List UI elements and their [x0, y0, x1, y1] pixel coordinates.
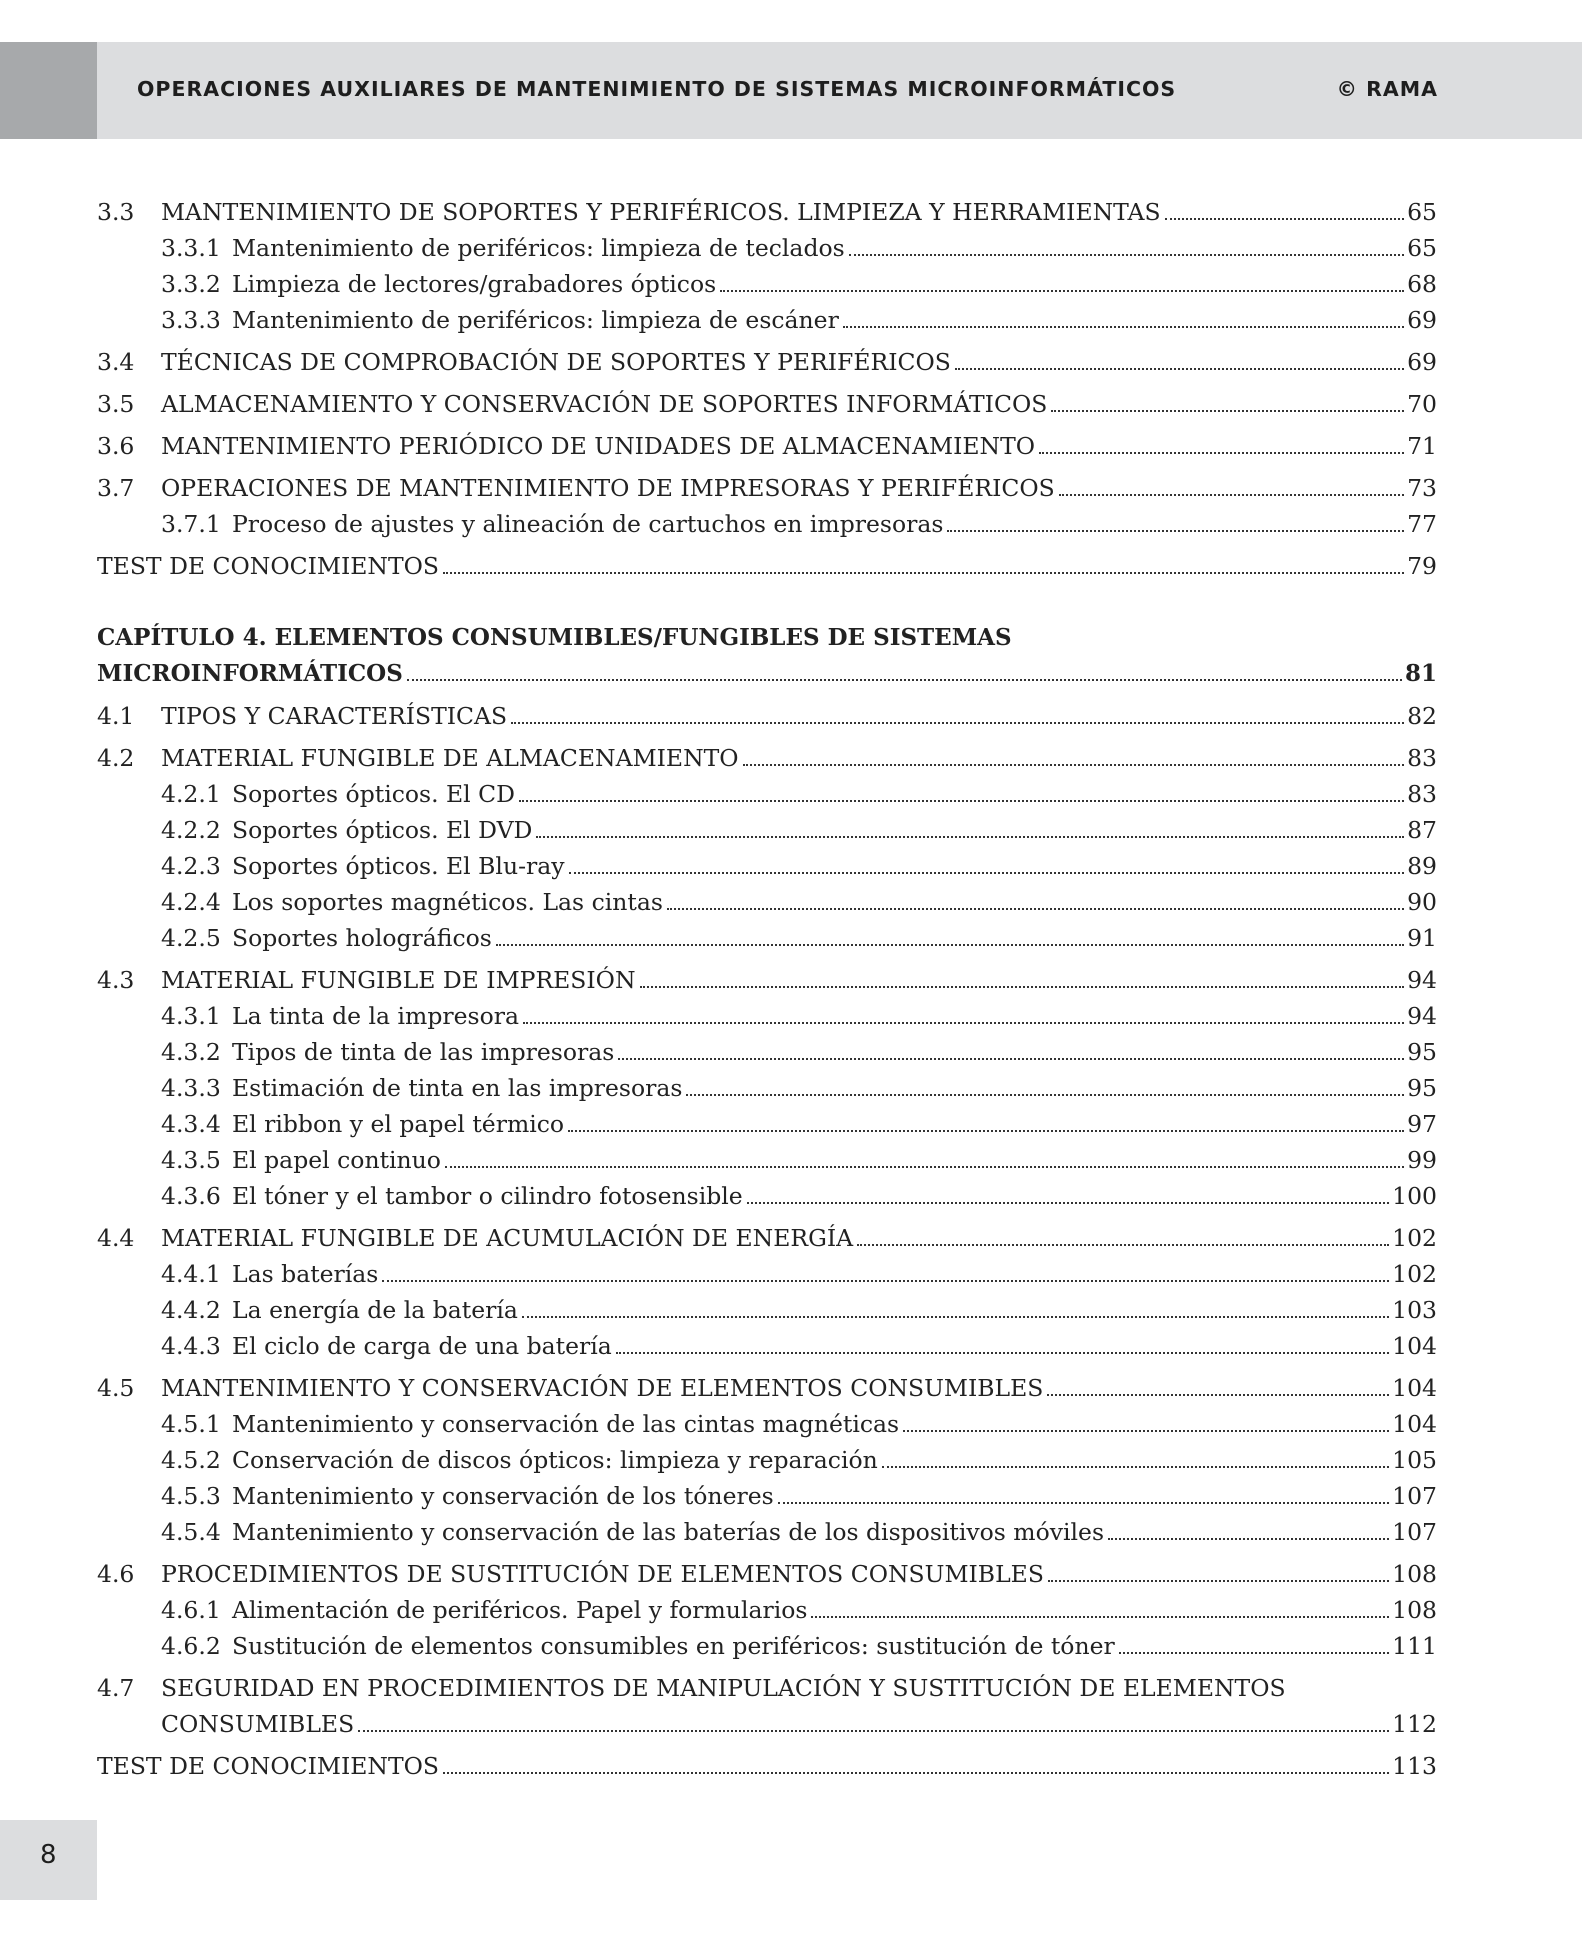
toc-entry[interactable] — [97, 1036, 1437, 1068]
entry-number: 4.6.1 — [161, 1596, 221, 1624]
entry-page: 70 — [1407, 390, 1437, 418]
toc-entry[interactable] — [97, 1000, 1437, 1032]
entry-title: Las baterías — [232, 1260, 379, 1288]
entry-title: Alimentación de periféricos. Papel y formularios — [232, 1596, 808, 1624]
entry-number: 4.4.1 — [161, 1260, 221, 1288]
entry-title: Tipos de tinta de las impresoras — [232, 1038, 615, 1066]
toc-entry[interactable] — [97, 814, 1437, 846]
dot-leader — [1165, 218, 1404, 220]
entry-page: 68 — [1407, 270, 1437, 298]
dot-leader — [358, 1730, 1389, 1732]
entry-title: Mantenimiento de periféricos: limpieza de escáner — [232, 306, 839, 334]
entry-page: 104 — [1392, 1374, 1437, 1402]
entry-title: Soportes ópticos. El Blu-ray — [232, 852, 565, 880]
entry-title: ALMACENAMIENTO Y CONSERVACIÓN DE SOPORTES INFORMÁTICOS — [161, 390, 1048, 418]
toc-entry[interactable] — [97, 508, 1437, 540]
toc-entry[interactable] — [97, 1444, 1437, 1476]
entry-number: 4.4 — [97, 1224, 135, 1252]
toc-entry[interactable] — [97, 388, 1437, 420]
entry-page: 108 — [1392, 1560, 1437, 1588]
entry-page: 108 — [1392, 1596, 1437, 1624]
toc-entry[interactable] — [97, 1072, 1437, 1104]
dot-leader — [667, 908, 1404, 910]
toc-entry[interactable] — [97, 430, 1437, 462]
entry-title: Soportes ópticos. El DVD — [232, 816, 533, 844]
entry-number: 4.2.3 — [161, 852, 221, 880]
entry-number: 3.3.2 — [161, 270, 221, 298]
entry-page: 65 — [1407, 198, 1437, 226]
toc-entry[interactable] — [97, 922, 1437, 954]
entry-page: 102 — [1392, 1260, 1437, 1288]
dot-leader — [955, 368, 1404, 370]
dot-leader — [522, 1316, 1389, 1318]
entry-number: 3.6 — [97, 432, 135, 460]
dot-leader — [445, 1166, 1404, 1168]
entry-title: OPERACIONES DE MANTENIMIENTO DE IMPRESORAS Y PERIFÉRICOS — [161, 474, 1055, 502]
entry-page: 111 — [1392, 1632, 1437, 1660]
page-number: 8 — [40, 1840, 57, 1870]
toc-entry[interactable] — [97, 850, 1437, 882]
entry-page: 107 — [1392, 1518, 1437, 1546]
toc-entry[interactable] — [97, 304, 1437, 336]
entry-page: 90 — [1407, 888, 1437, 916]
toc-entry[interactable] — [97, 1330, 1437, 1362]
entry-number: 4.1 — [97, 702, 135, 730]
entry-title: Limpieza de lectores/grabadores ópticos — [232, 270, 717, 298]
entry-title: MATERIAL FUNGIBLE DE ACUMULACIÓN DE ENERGÍA — [161, 1224, 854, 1252]
dot-leader — [407, 679, 1402, 681]
toc-entry[interactable] — [97, 700, 1437, 732]
toc-entry[interactable] — [97, 742, 1437, 774]
entry-number: 3.5 — [97, 390, 135, 418]
dot-leader — [1039, 452, 1404, 454]
entry-page: 95 — [1407, 1074, 1437, 1102]
entry-title: El papel continuo — [232, 1146, 441, 1174]
entry-number: 3.4 — [97, 348, 135, 376]
dot-leader — [743, 764, 1405, 766]
entry-page: 71 — [1407, 432, 1437, 460]
entry-number: 4.2.2 — [161, 816, 221, 844]
entry-title: El tóner y el tambor o cilindro fotosensible — [232, 1182, 743, 1210]
dot-leader — [640, 986, 1405, 988]
toc-entry[interactable] — [97, 550, 1437, 582]
chapter-page: 81 — [1404, 660, 1437, 687]
running-header — [97, 42, 1582, 139]
entry-number: 4.3.1 — [161, 1002, 221, 1030]
toc-entry[interactable] — [97, 964, 1437, 996]
dot-leader — [849, 254, 1404, 256]
dot-leader — [1047, 1394, 1389, 1396]
entry-title: La tinta de la impresora — [232, 1002, 519, 1030]
toc-entry[interactable] — [97, 778, 1437, 810]
entry-number: 4.3.4 — [161, 1110, 221, 1138]
dot-leader — [720, 290, 1404, 292]
entry-title: Soportes ópticos. El CD — [232, 780, 515, 808]
dot-leader — [1108, 1538, 1389, 1540]
chapter-title-line1: CAPÍTULO 4. ELEMENTOS CONSUMIBLES/FUNGIBLES DE SISTEMAS — [97, 624, 1012, 651]
dot-leader — [947, 530, 1404, 532]
entry-number: 3.7.1 — [161, 510, 221, 538]
dot-leader — [903, 1430, 1389, 1432]
toc-entry[interactable] — [97, 1750, 1437, 1782]
entry-number: 4.2.4 — [161, 888, 221, 916]
entry-title: Estimación de tinta en las impresoras — [232, 1074, 683, 1102]
entry-title: Mantenimiento y conservación de las cintas magnéticas — [232, 1410, 900, 1438]
entry-page: 112 — [1392, 1710, 1437, 1738]
toc-entry[interactable] — [97, 232, 1437, 264]
dot-leader — [1051, 410, 1404, 412]
entry-number: 4.2.1 — [161, 780, 221, 808]
publisher-mark: © RAMA — [1336, 77, 1438, 101]
entry-number: 4.5.2 — [161, 1446, 221, 1474]
entry-title: La energía de la batería — [232, 1296, 518, 1324]
entry-page: 83 — [1407, 780, 1437, 808]
toc-entry[interactable] — [97, 1258, 1437, 1290]
entry-page: 89 — [1407, 852, 1437, 880]
entry-page: 82 — [1407, 702, 1437, 730]
toc-entry[interactable] — [97, 1630, 1437, 1662]
toc-entry[interactable] — [97, 1222, 1437, 1254]
dot-leader — [443, 1772, 1389, 1774]
entry-page: 97 — [1407, 1110, 1437, 1138]
entry-title: El ribbon y el papel térmico — [232, 1110, 565, 1138]
dot-leader — [519, 800, 1404, 802]
entry-title: Los soportes magnéticos. Las cintas — [232, 888, 663, 916]
chapter-heading[interactable] — [97, 658, 1437, 690]
entry-title: TIPOS Y CARACTERÍSTICAS — [161, 702, 508, 730]
entry-number: 4.3.6 — [161, 1182, 221, 1210]
entry-number: 4.3 — [97, 966, 135, 994]
entry-number: 3.7 — [97, 474, 135, 502]
entry-number: 4.4.3 — [161, 1332, 221, 1360]
entry-page: 83 — [1407, 744, 1437, 772]
entry-page: 87 — [1407, 816, 1437, 844]
toc-entry[interactable] — [97, 1144, 1437, 1176]
entry-number: 4.3.2 — [161, 1038, 221, 1066]
header-accent-block — [0, 42, 97, 139]
dot-leader — [382, 1280, 1389, 1282]
dot-leader — [843, 326, 1404, 328]
dot-leader — [536, 836, 1404, 838]
entry-page: 104 — [1392, 1332, 1437, 1360]
entry-number: 4.2 — [97, 744, 135, 772]
toc-entry[interactable] — [97, 1516, 1437, 1548]
entry-number: 4.2.5 — [161, 924, 221, 952]
entry-title: Mantenimiento y conservación de las baterías de los dispositivos móviles — [232, 1518, 1105, 1546]
entry-number: 4.5.4 — [161, 1518, 221, 1546]
entry-page: 79 — [1407, 552, 1437, 580]
entry-page: 102 — [1392, 1224, 1437, 1252]
entry-title-line1: SEGURIDAD EN PROCEDIMIENTOS DE MANIPULACIÓN Y SUSTITUCIÓN DE ELEMENTOS — [161, 1674, 1286, 1702]
toc-entry[interactable] — [97, 1108, 1437, 1140]
entry-title-line2: CONSUMIBLES — [161, 1710, 355, 1738]
dot-leader — [496, 944, 1404, 946]
entry-number: 4.5.3 — [161, 1482, 221, 1510]
toc-entry[interactable] — [97, 1558, 1437, 1590]
dot-leader — [523, 1022, 1404, 1024]
entry-number: 4.7 — [97, 1674, 135, 1702]
entry-title: Proceso de ajustes y alineación de cartuchos en impresoras — [232, 510, 944, 538]
toc-entry[interactable] — [97, 1294, 1437, 1326]
entry-page: 91 — [1407, 924, 1437, 952]
footer-page-tab — [0, 1820, 97, 1900]
entry-title: Sustitución de elementos consumibles en periféricos: sustitución de tóner — [232, 1632, 1115, 1660]
entry-page: 94 — [1407, 1002, 1437, 1030]
toc-entry[interactable] — [97, 1672, 1437, 1704]
toc-entry-continuation[interactable] — [97, 1708, 1437, 1740]
entry-number: 4.6 — [97, 1560, 135, 1588]
toc-entry[interactable] — [97, 472, 1437, 504]
entry-page: 69 — [1407, 348, 1437, 376]
entry-title: Conservación de discos ópticos: limpieza y reparación — [232, 1446, 878, 1474]
dot-leader — [511, 722, 1404, 724]
entry-title: TEST DE CONOCIMIENTOS — [97, 552, 439, 580]
entry-page: 99 — [1407, 1146, 1437, 1174]
dot-leader — [882, 1466, 1389, 1468]
entry-title: TEST DE CONOCIMIENTOS — [97, 1752, 439, 1780]
entry-page: 113 — [1392, 1752, 1437, 1780]
dot-leader — [568, 1130, 1404, 1132]
entry-number: 3.3.1 — [161, 234, 221, 262]
dot-leader — [686, 1094, 1404, 1096]
dot-leader — [1059, 494, 1404, 496]
entry-page: 100 — [1392, 1182, 1437, 1210]
entry-page: 105 — [1392, 1446, 1437, 1474]
dot-leader — [618, 1058, 1404, 1060]
chapter-title-line2: MICROINFORMÁTICOS — [97, 660, 403, 687]
entry-page: 94 — [1407, 966, 1437, 994]
entry-number: 3.3 — [97, 198, 135, 226]
dot-leader — [1048, 1580, 1389, 1582]
dot-leader — [616, 1352, 1389, 1354]
toc-entry[interactable] — [97, 268, 1437, 300]
entry-title: MATERIAL FUNGIBLE DE ALMACENAMIENTO — [161, 744, 739, 772]
dot-leader — [443, 572, 1404, 574]
toc-entry[interactable] — [97, 1180, 1437, 1212]
entry-page: 103 — [1392, 1296, 1437, 1324]
entry-title: Soportes holográficos — [232, 924, 492, 952]
entry-title: MATERIAL FUNGIBLE DE IMPRESIÓN — [161, 966, 636, 994]
toc-entry[interactable] — [97, 1372, 1437, 1404]
entry-page: 107 — [1392, 1482, 1437, 1510]
entry-page: 65 — [1407, 234, 1437, 262]
entry-title: El ciclo de carga de una batería — [232, 1332, 612, 1360]
dot-leader — [1119, 1652, 1389, 1654]
entry-page: 77 — [1407, 510, 1437, 538]
dot-leader — [778, 1502, 1389, 1504]
entry-number: 4.3.5 — [161, 1146, 221, 1174]
toc-entry[interactable] — [97, 886, 1437, 918]
toc-entry[interactable] — [97, 1408, 1437, 1440]
entry-title: MANTENIMIENTO PERIÓDICO DE UNIDADES DE ALMACENAMIENTO — [161, 432, 1036, 460]
entry-page: 69 — [1407, 306, 1437, 334]
entry-title: MANTENIMIENTO DE SOPORTES Y PERIFÉRICOS. LIMPIEZA Y HERRAMIENTAS — [161, 198, 1161, 226]
entry-number: 4.5.1 — [161, 1410, 221, 1438]
entry-number: 4.5 — [97, 1374, 135, 1402]
entry-title: Mantenimiento y conservación de los tóneres — [232, 1482, 774, 1510]
dot-leader — [857, 1244, 1389, 1246]
entry-title: MANTENIMIENTO Y CONSERVACIÓN DE ELEMENTOS CONSUMIBLES — [161, 1374, 1044, 1402]
dot-leader — [569, 872, 1405, 874]
entry-number: 3.3.3 — [161, 306, 221, 334]
entry-title: PROCEDIMIENTOS DE SUSTITUCIÓN DE ELEMENTOS CONSUMIBLES — [161, 1560, 1044, 1588]
chapter-heading[interactable] — [97, 622, 1437, 654]
entry-title: TÉCNICAS DE COMPROBACIÓN DE SOPORTES Y PERIFÉRICOS — [161, 348, 951, 376]
entry-number: 4.6.2 — [161, 1632, 221, 1660]
entry-number: 4.4.2 — [161, 1296, 221, 1324]
entry-title: Mantenimiento de periféricos: limpieza de teclados — [232, 234, 845, 262]
entry-page: 95 — [1407, 1038, 1437, 1066]
entry-number: 4.3.3 — [161, 1074, 221, 1102]
toc-entry[interactable] — [97, 346, 1437, 378]
book-title: OPERACIONES AUXILIARES DE MANTENIMIENTO DE SISTEMAS MICROINFORMÁTICOS — [137, 77, 1177, 101]
toc-entry[interactable] — [97, 1480, 1437, 1512]
entry-page: 104 — [1392, 1410, 1437, 1438]
dot-leader — [747, 1202, 1389, 1204]
toc-entry[interactable] — [97, 196, 1437, 228]
dot-leader — [811, 1616, 1389, 1618]
toc-entry[interactable] — [97, 1594, 1437, 1626]
entry-page: 73 — [1407, 474, 1437, 502]
